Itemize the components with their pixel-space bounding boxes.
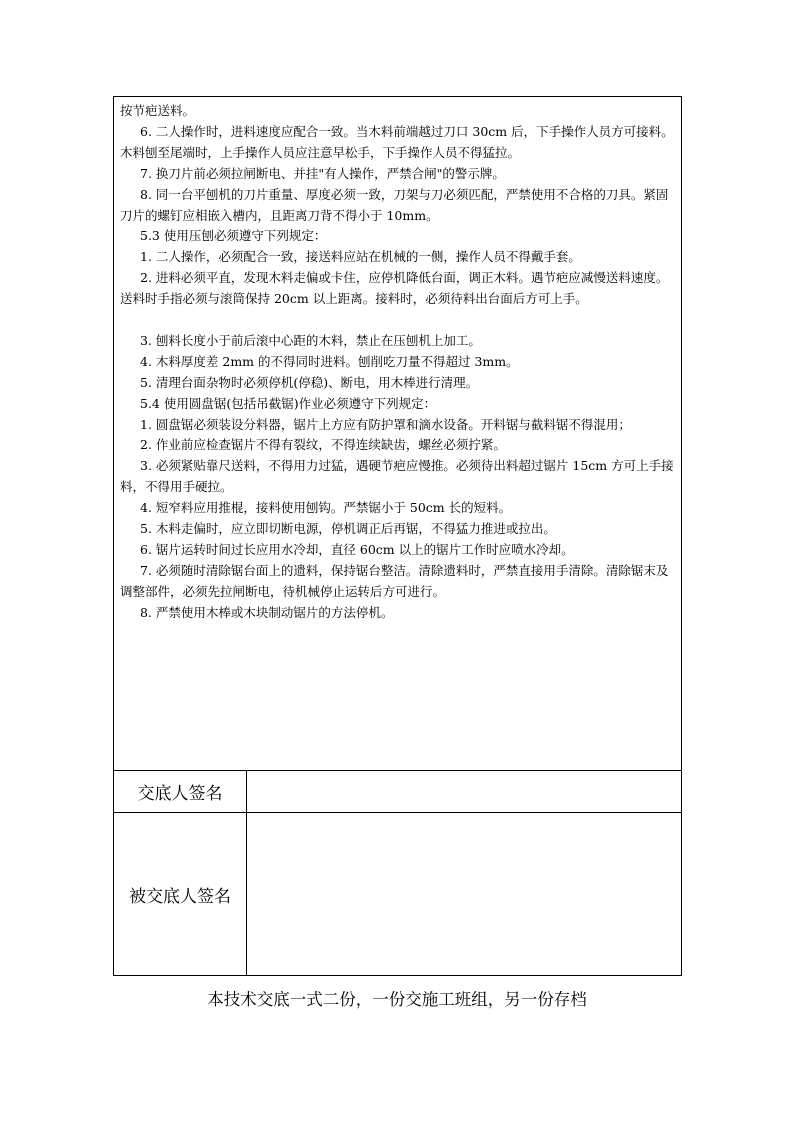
content-paragraph: 5.3 使用压刨必须遵守下列规定： [140,228,327,244]
content-paragraph: 按节疤送料。 [120,103,196,118]
content-paragraph: 2. 进料必须平直，发现木料走偏或卡住，应停机降低台面，调正木料。遇节疤应减慢送料速度。送料时手指必须与滚筒保持 20cm 以上距离。接料时，必须待料出台面后方可上手。 [120,270,669,307]
content-cell [114,97,682,771]
blank-line [120,310,677,331]
content-text [120,101,677,624]
receiver-signature-field[interactable] [247,813,682,976]
content-paragraph: 5. 清理台面杂物时必须停机(停稳)、断电，用木棒进行清理。 [140,374,479,390]
content-paragraph: 2. 作业前应检查锯片不得有裂纹，不得连续缺齿，螺丝必须拧紧。 [140,437,506,453]
content-paragraph: 7. 换刀片前必须拉闸断电、并挂"有人操作，严禁合闸"的警示牌。 [140,165,505,181]
content-paragraph: 8. 同一台平刨机的刀片重量、厚度必须一致，刀架与刀必须匹配，严禁使用不合格的刀具。紧固刀片的螺钉应相嵌入槽内，且距离刀背不得小于 10mm。 [120,186,669,223]
content-paragraph: 4. 木料厚度差 2mm 的不得同时进料。刨削吃刀量不得超过 3mm。 [140,353,519,369]
presenter-signature-field[interactable] [247,771,682,813]
content-paragraph: 5. 木料走偏时，应立即切断电源，停机调正后再锯，不得猛力推进或拉出。 [140,521,556,537]
content-paragraph: 3. 必须紧贴靠尺送料，不得用力过猛，遇硬节疤应慢推。必须待出料超过锯片 15cm 方可上手接料，不得用手硬拉。 [120,458,674,495]
footer-note: 本技术交底一式二份，一份交施工班组，另一份存档 [207,990,587,1009]
content-paragraph: 4. 短窄料应用推棍，接料使用刨钩。严禁锯小于 50cm 长的短料。 [140,500,512,516]
content-paragraph: 1. 二人操作，必须配合一致，接送料应站在机械的一侧，操作人员不得戴手套。 [140,249,581,265]
content-paragraph: 8. 严禁使用木棒或木块制动锯片的方法停机。 [140,604,394,620]
content-paragraph: 7. 必须随时清除锯台面上的遗料，保持锯台整洁。清除遗料时，严禁直接用手清除。清除锯末及调整部件，必须先拉闸断电，待机械停止运转后方可进行。 [120,562,669,599]
content-paragraph: 6. 二人操作时，进料速度应配合一致。当木料前端越过刀口 30cm 后，下手操作人员方可接料。木料刨至尾端时，上手操作人员应注意早松手，下手操作人员不得猛拉。 [120,123,674,160]
presenter-signature-label: 交底人签名 [114,771,247,813]
content-paragraph: 1. 圆盘锯必须装设分料器，锯片上方应有防护罩和滴水设备。开料锯与截料锯不得混用； [140,416,631,432]
receiver-signature-label: 被交底人签名 [114,813,247,976]
content-paragraph: 5.4 使用圆盘锯(包括吊截锯)作业必须遵守下列规定： [140,395,437,411]
content-paragraph: 6. 锯片运转时间过长应用水冷却，直径 60cm 以上的锯片工作时应喷水冷却。 [140,542,574,558]
disclosure-table [113,96,682,976]
content-paragraph: 3. 刨料长度小于前后滚中心距的木料，禁止在压刨机上加工。 [140,332,481,348]
